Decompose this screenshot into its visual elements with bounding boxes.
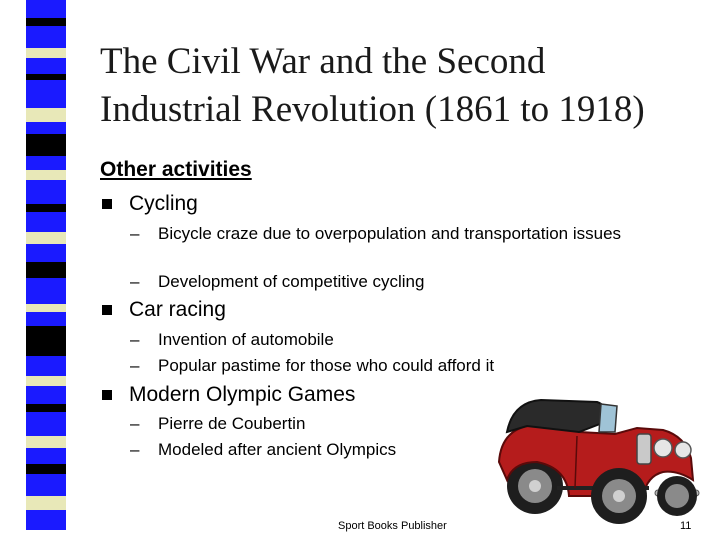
bullet-modern-olympic-games bbox=[100, 383, 355, 407]
sub-bullet-text: Pierre de Coubertin bbox=[158, 414, 306, 433]
sub-bullet-text: Invention of automobile bbox=[158, 330, 334, 349]
sub-bullet bbox=[130, 224, 650, 243]
dash-marker: – bbox=[130, 440, 140, 459]
dash-marker: – bbox=[130, 356, 140, 375]
sub-bullet-text: Bicycle craze due to overpopulation and transportation issues bbox=[158, 224, 622, 243]
square-bullet-icon bbox=[102, 199, 112, 209]
sub-bullet-text: Modeled after ancient Olympics bbox=[158, 440, 397, 459]
dash-marker: – bbox=[130, 224, 140, 243]
dash-marker: – bbox=[130, 272, 140, 291]
sub-bullet bbox=[130, 272, 650, 291]
square-bullet-icon bbox=[102, 305, 112, 315]
dash-marker: – bbox=[130, 414, 140, 433]
vintage-car-illustration bbox=[487, 392, 707, 532]
slide-title-line-2: Industrial Revolution (1861 to 1918) bbox=[100, 89, 645, 130]
bullet-label: Modern Olympic Games bbox=[129, 383, 356, 406]
sub-bullet bbox=[130, 356, 650, 375]
slide-title bbox=[100, 38, 700, 134]
page-number: 11 bbox=[680, 520, 692, 532]
dash-marker: – bbox=[130, 330, 140, 349]
bullet-label: Car racing bbox=[129, 298, 226, 321]
footer-publisher: Sport Books Publisher bbox=[338, 520, 447, 532]
square-bullet-icon bbox=[102, 390, 112, 400]
far-wheel-icon bbox=[657, 476, 697, 516]
slide-title-line-1: The Civil War and the Second bbox=[100, 41, 546, 82]
section-heading: Other activities bbox=[100, 158, 252, 181]
bullet-label: Cycling bbox=[129, 192, 198, 215]
bullet-car-racing bbox=[100, 298, 226, 322]
sub-bullet bbox=[130, 330, 650, 349]
bullet-cycling bbox=[100, 192, 198, 216]
sub-bullet-text: Development of competitive cycling bbox=[158, 272, 425, 291]
decorative-stripe-bar bbox=[26, 0, 66, 540]
sub-bullet-text: Popular pastime for those who could afford it bbox=[158, 356, 495, 375]
front-wheel-icon bbox=[591, 468, 647, 524]
